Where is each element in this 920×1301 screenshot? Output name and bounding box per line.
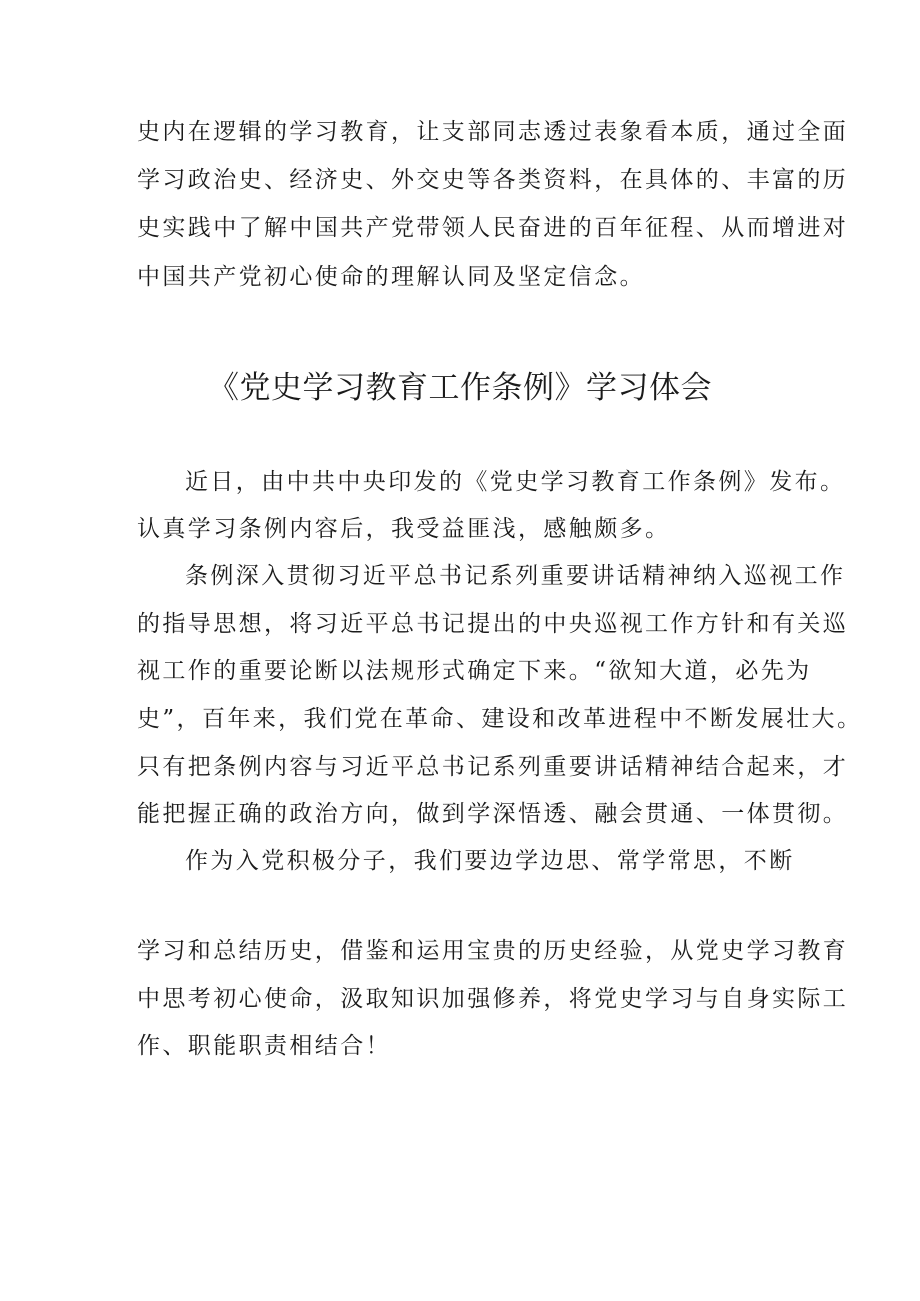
article-title: 《党史学习教育工作条例》学习体会 <box>208 370 712 406</box>
paragraph2-line-3: 视工作的重要论断以法规形式确定下来。“欲知大道，必先为 <box>137 658 812 684</box>
paragraph2-line-6: 能把握正确的政治方向，做到学深悟透、融会贯通、一体贯彻。 <box>137 801 849 827</box>
paragraph2-line-4: 史”，百年来，我们党在革命、建设和改革进程中不断发展壮大。 <box>137 706 863 732</box>
paragraph2-line-5: 只有把条例内容与习近平总书记系列重要讲话精神结合起来，才 <box>137 754 849 780</box>
paragraph2-line-1: 条例深入贯彻习近平总书记系列重要讲话精神纳入巡视工作 <box>185 563 846 589</box>
paragraph3-line-2: 学习和总结历史，借鉴和运用宝贵的历史经验，从党史学习教育 <box>137 938 849 964</box>
paragraph2-line-2: 的指导思想，将习近平总书记提出的中央巡视工作方针和有关巡 <box>137 611 849 637</box>
paragraph1-line-2: 认真学习条例内容后，我受益匪浅，感触颇多。 <box>137 516 671 542</box>
paragraph3-line-4: 作、职能职责相结合！ <box>137 1033 391 1059</box>
intro-line-3: 史实践中了解中国共产党带领人民奋进的百年征程、从而增进对 <box>137 215 849 241</box>
intro-line-1: 史内在逻辑的学习教育，让支部同志透过表象看本质，通过全面 <box>137 119 849 145</box>
paragraph1-line-1: 近日，由中共中央印发的《党史学习教育工作条例》发布。 <box>185 469 846 495</box>
intro-line-4: 中国共产党初心使命的理解认同及坚定信念。 <box>137 264 645 290</box>
intro-line-2: 学习政治史、经济史、外交史等各类资料，在具体的、丰富的历 <box>137 167 849 193</box>
paragraph3-line-1: 作为入党积极分子，我们要边学边思、常学常思，不断 <box>185 848 795 874</box>
paragraph3-line-3: 中思考初心使命，汲取知识加强修养，将党史学习与自身实际工 <box>137 986 849 1012</box>
